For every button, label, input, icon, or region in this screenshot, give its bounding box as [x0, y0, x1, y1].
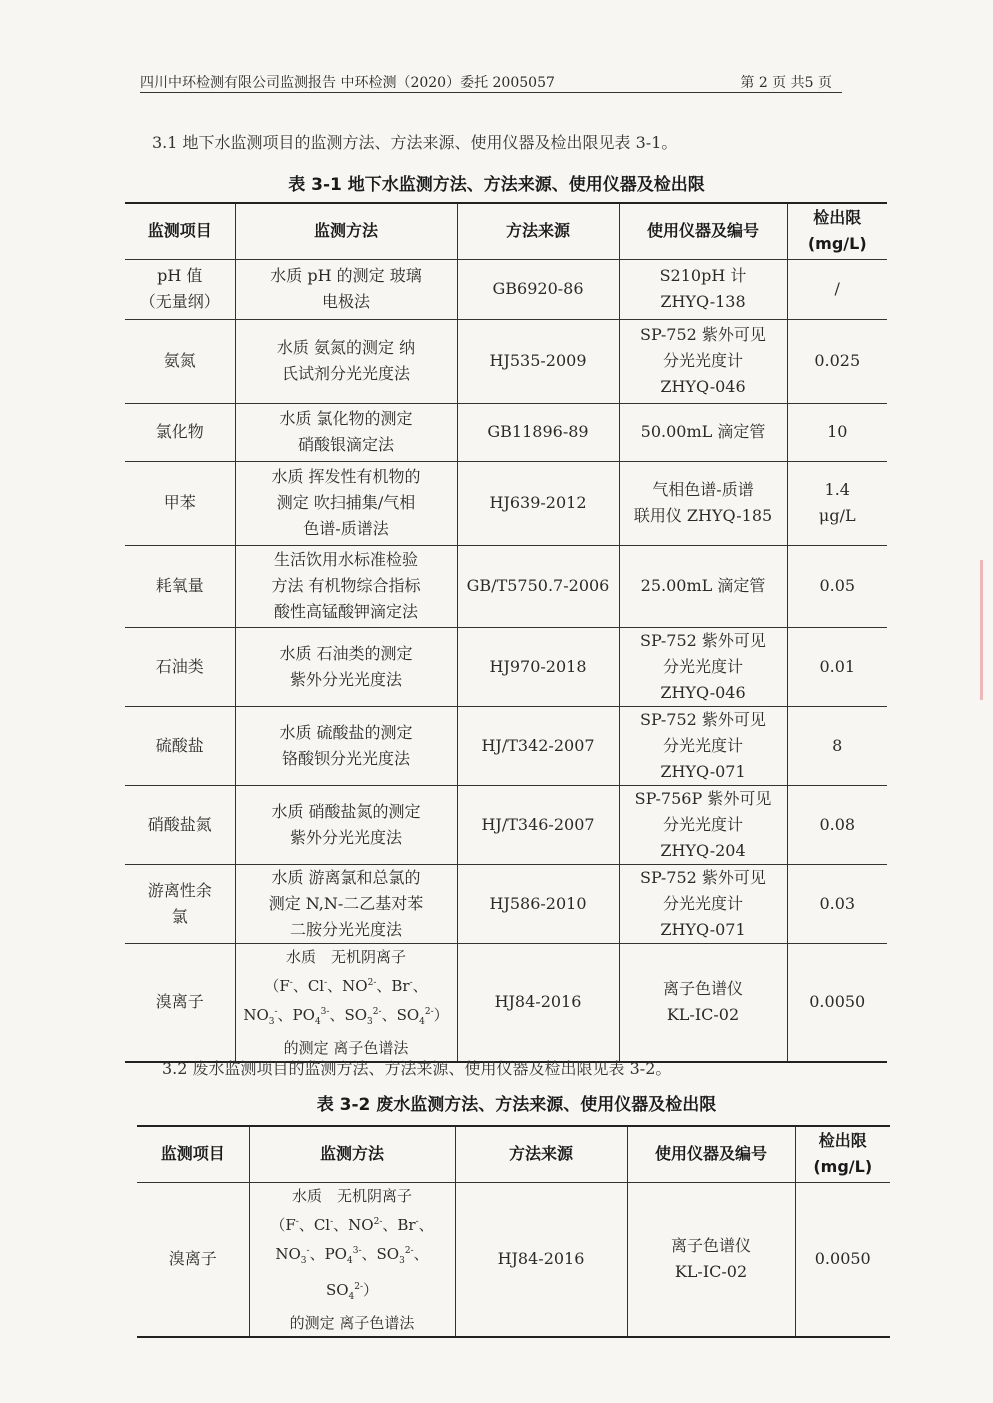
table-row: [125, 785, 887, 864]
method-cell: 水质 硝酸盐氮的测定 紫外分光光度法: [235, 785, 457, 864]
seal-edge-mark: [980, 560, 993, 700]
limit-cell: 0.0050: [787, 943, 887, 1062]
table-3-1-caption: 表 3-1 地下水监测方法、方法来源、使用仪器及检出限: [288, 175, 705, 195]
col-instrument: 使用仪器及编号: [619, 203, 787, 259]
col-source: 方法来源: [457, 203, 619, 259]
limit-cell: 0.0050: [795, 1182, 890, 1337]
section-3-1-intro: 3.1 地下水监测项目的监测方法、方法来源、使用仪器及检出限见表 3-1。: [152, 133, 678, 152]
table-3-2: [137, 1125, 890, 1338]
method-cell: 水质 pH 的测定 玻璃 电极法: [235, 259, 457, 319]
limit-cell: 8: [787, 706, 887, 785]
item-cell: 溴离子: [125, 943, 235, 1062]
source-cell: HJ639-2012: [457, 461, 619, 545]
page-header: [140, 70, 842, 92]
table-row: [125, 545, 887, 627]
item-cell: 氨氮: [125, 319, 235, 403]
source-cell: HJ/T342-2007: [457, 706, 619, 785]
col-limit: 检出限 (mg/L): [795, 1126, 890, 1182]
item-cell: 硫酸盐: [125, 706, 235, 785]
instrument-cell: S210pH 计 ZHYQ-138: [619, 259, 787, 319]
limit-cell: 1.4 μg/L: [787, 461, 887, 545]
method-cell: 水质 游离氯和总氯的 测定 N,N-二乙基对苯 二胺分光光度法: [235, 864, 457, 943]
source-cell: HJ84-2016: [455, 1182, 627, 1337]
method-cell: 水质 挥发性有机物的 测定 吹扫捕集/气相 色谱-质谱法: [235, 461, 457, 545]
report-title: 四川中环检测有限公司监测报告 中环检测（2020）委托 2005057: [140, 75, 555, 91]
col-item: 监测项目: [137, 1126, 249, 1182]
col-item: 监测项目: [125, 203, 235, 259]
method-cell: 水质 无机阴离子 （F-、Cl-、$NO^{2-}$、Br-、 $NO_3^-$、$PO_4^{3-}$、$SO_3^{2-}$、$SO_4^{2-}$） 的测定 离子色谱法: [249, 1182, 455, 1337]
table-row: [125, 259, 887, 319]
method-cell: 生活饮用水标准检验 方法 有机物综合指标 酸性高锰酸钾滴定法: [235, 545, 457, 627]
item-cell: 氯化物: [125, 403, 235, 461]
item-cell: pH 值 （无量纲）: [125, 259, 235, 319]
table-row: [125, 403, 887, 461]
col-method: 监测方法: [249, 1126, 455, 1182]
limit-cell: 0.01: [787, 627, 887, 706]
item-cell: 溴离子: [137, 1182, 249, 1337]
limit-cell: /: [787, 259, 887, 319]
instrument-cell: 25.00mL 滴定管: [619, 545, 787, 627]
item-cell: 石油类: [125, 627, 235, 706]
page-number: 第 2 页 共5 页: [740, 75, 832, 91]
source-cell: HJ586-2010: [457, 864, 619, 943]
instrument-cell: SP-756P 紫外可见 分光光度计 ZHYQ-204: [619, 785, 787, 864]
item-cell: 游离性余 氯: [125, 864, 235, 943]
limit-cell: 0.03: [787, 864, 887, 943]
source-cell: HJ970-2018: [457, 627, 619, 706]
instrument-cell: 气相色谱-质谱 联用仪 ZHYQ-185: [619, 461, 787, 545]
limit-cell: 0.08: [787, 785, 887, 864]
instrument-cell: 离子色谱仪 KL-IC-02: [619, 943, 787, 1062]
header-rule: [140, 92, 842, 93]
table-row: [125, 627, 887, 706]
item-cell: 甲苯: [125, 461, 235, 545]
col-limit: 检出限 (mg/L): [787, 203, 887, 259]
method-cell: 水质 硫酸盐的测定 铬酸钡分光光度法: [235, 706, 457, 785]
method-cell: 水质 无机阴离子 （F-、Cl-、$NO^{2-}$、Br-、 $NO_3^-$、$PO_4^{3-}$、$SO_3^{2-}$、$SO_4^{2-}$） 的测定 离子色谱法: [235, 943, 457, 1062]
source-cell: GB11896-89: [457, 403, 619, 461]
instrument-cell: 50.00mL 滴定管: [619, 403, 787, 461]
instrument-cell: SP-752 紫外可见 分光光度计 ZHYQ-046: [619, 319, 787, 403]
source-cell: GB6920-86: [457, 259, 619, 319]
col-source: 方法来源: [455, 1126, 627, 1182]
col-instrument: 使用仪器及编号: [627, 1126, 795, 1182]
method-cell: 水质 氯化物的测定 硝酸银滴定法: [235, 403, 457, 461]
table-row: [125, 864, 887, 943]
limit-cell: 0.05: [787, 545, 887, 627]
limit-cell: 10: [787, 403, 887, 461]
table-row: [125, 943, 887, 1062]
instrument-cell: SP-752 紫外可见 分光光度计 ZHYQ-046: [619, 627, 787, 706]
instrument-cell: SP-752 紫外可见 分光光度计 ZHYQ-071: [619, 864, 787, 943]
table-row: [125, 461, 887, 545]
source-cell: GB/T5750.7-2006: [457, 545, 619, 627]
table-row: [137, 1182, 890, 1337]
table-header-row: [137, 1126, 890, 1182]
source-cell: HJ84-2016: [457, 943, 619, 1062]
col-method: 监测方法: [235, 203, 457, 259]
method-cell: 水质 石油类的测定 紫外分光光度法: [235, 627, 457, 706]
item-cell: 硝酸盐氮: [125, 785, 235, 864]
source-cell: HJ/T346-2007: [457, 785, 619, 864]
limit-cell: 0.025: [787, 319, 887, 403]
section-3-2-intro: 3.2 废水监测项目的监测方法、方法来源、使用仪器及检出限见表 3-2。: [162, 1059, 672, 1078]
method-cell: 水质 氨氮的测定 纳 氏试剂分光光度法: [235, 319, 457, 403]
table-row: [125, 319, 887, 403]
table-3-2-caption: 表 3-2 废水监测方法、方法来源、使用仪器及检出限: [316, 1095, 717, 1115]
item-cell: 耗氧量: [125, 545, 235, 627]
table-3-1: [125, 202, 887, 1063]
instrument-cell: 离子色谱仪 KL-IC-02: [627, 1182, 795, 1337]
instrument-cell: SP-752 紫外可见 分光光度计 ZHYQ-071: [619, 706, 787, 785]
source-cell: HJ535-2009: [457, 319, 619, 403]
table-header-row: [125, 203, 887, 259]
table-row: [125, 706, 887, 785]
